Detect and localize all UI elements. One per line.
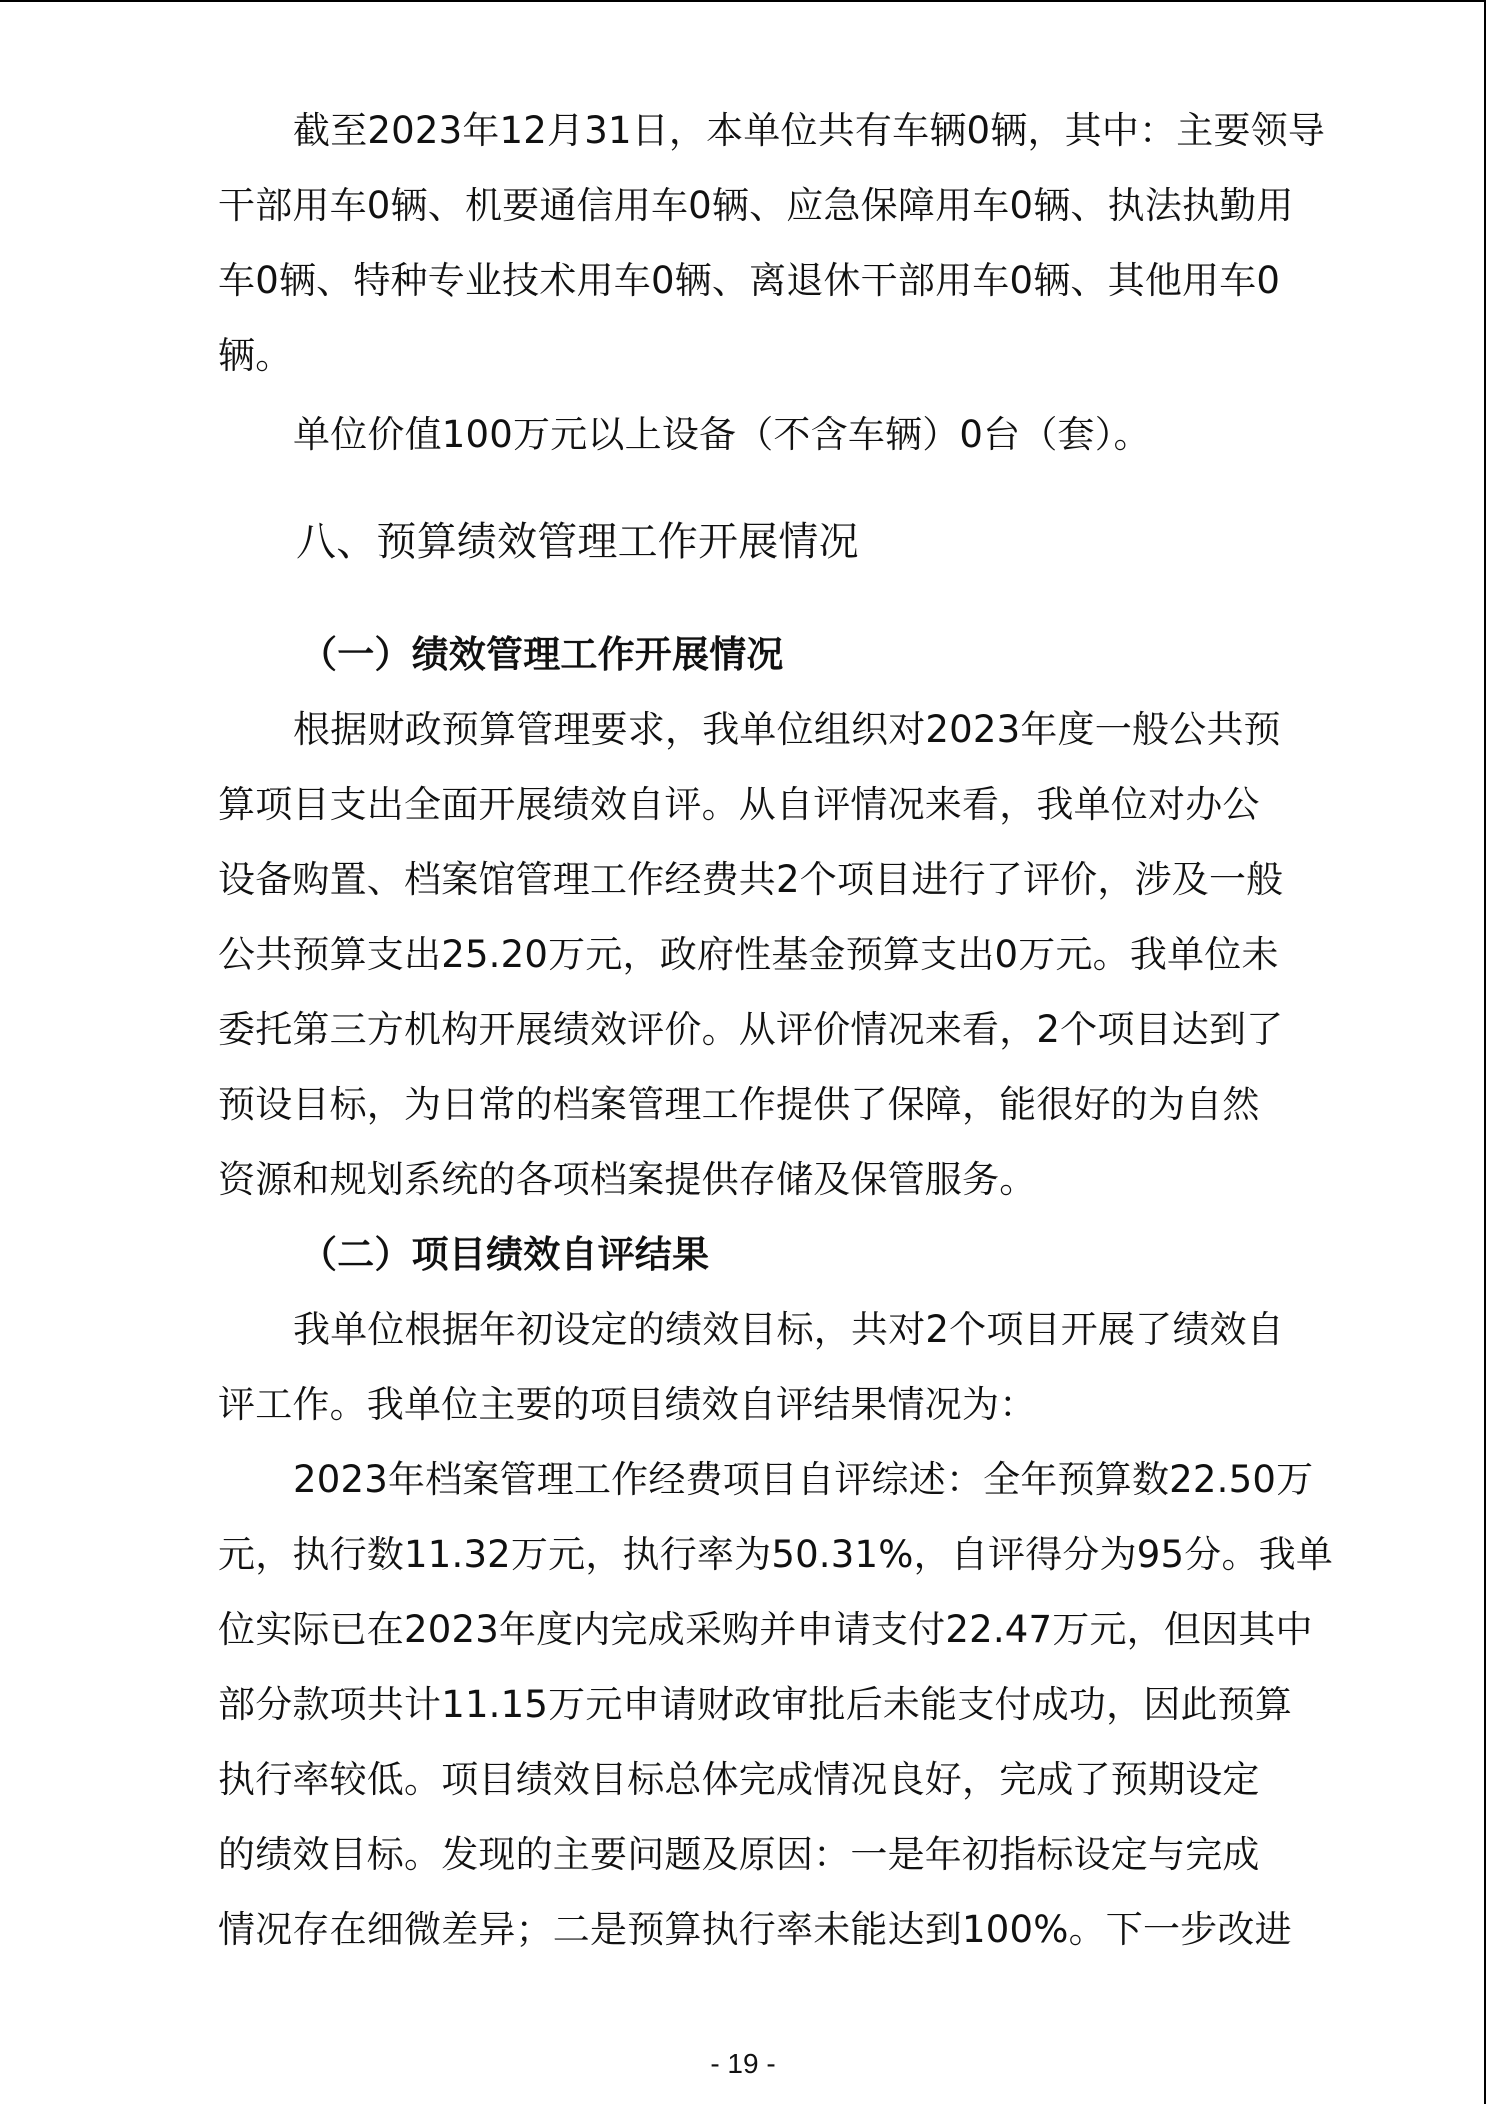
paragraph-vehicles-line-1: 截至2023年12月31日，本单位共有车辆0辆，其中：主要领导	[293, 109, 1326, 152]
paragraph-equipment: 单位价值100万元以上设备（不含车辆）0台（套）。	[293, 413, 1151, 456]
paragraph-archive-line-7: 情况存在细微差异；二是预算执行率未能达到100%。下一步改进	[218, 1908, 1292, 1951]
paragraph-results-line-2: 评工作。我单位主要的项目绩效自评结果情况为：	[218, 1383, 1037, 1426]
paragraph-evaluation-line-7: 资源和规划系统的各项档案提供存储及保管服务。	[218, 1158, 1037, 1201]
subheading-2: （二）项目绩效自评结果	[300, 1233, 710, 1276]
paragraph-vehicles-line-4: 辆。	[218, 334, 293, 377]
page-number: - 19 -	[710, 2048, 776, 2079]
paragraph-evaluation-line-1: 根据财政预算管理要求，我单位组织对2023年度一般公共预	[293, 708, 1281, 751]
paragraph-evaluation-line-3: 设备购置、档案馆管理工作经费共2个项目进行了评价，涉及一般	[218, 858, 1284, 901]
paragraph-evaluation-line-5: 委托第三方机构开展绩效评价。从评价情况来看，2个项目达到了	[218, 1008, 1284, 1051]
paragraph-evaluation-line-6: 预设目标，为日常的档案管理工作提供了保障，能很好的为自然	[218, 1083, 1260, 1126]
paragraph-results-line-1: 我单位根据年初设定的绩效目标，共对2个项目开展了绩效自	[293, 1308, 1284, 1351]
paragraph-archive-line-3: 位实际已在2023年度内完成采购并申请支付22.47万元，但因其中	[218, 1608, 1313, 1651]
paragraph-vehicles-line-2: 干部用车0辆、机要通信用车0辆、应急保障用车0辆、执法执勤用	[218, 184, 1294, 227]
paragraph-archive-line-6: 的绩效目标。发现的主要问题及原因：一是年初指标设定与完成	[218, 1833, 1260, 1876]
paragraph-evaluation-line-4: 公共预算支出25.20万元，政府性基金预算支出0万元。我单位未	[218, 933, 1279, 976]
section-heading-8: 八、预算绩效管理工作开展情况	[296, 519, 859, 565]
paragraph-vehicles-line-3: 车0辆、特种专业技术用车0辆、离退休干部用车0辆、其他用车0	[218, 259, 1281, 302]
paragraph-evaluation-line-2: 算项目支出全面开展绩效自评。从自评情况来看，我单位对办公	[218, 783, 1260, 826]
subheading-1: （一）绩效管理工作开展情况	[300, 633, 784, 676]
paragraph-archive-line-5: 执行率较低。项目绩效目标总体完成情况良好，完成了预期设定	[218, 1758, 1260, 1801]
paragraph-archive-line-2: 元，执行数11.32万元，执行率为50.31%，自评得分为95分。我单	[218, 1533, 1334, 1576]
paragraph-archive-line-1: 2023年档案管理工作经费项目自评综述：全年预算数22.50万	[293, 1458, 1314, 1501]
paragraph-archive-line-4: 部分款项共计11.15万元申请财政审批后未能支付成功，因此预算	[218, 1683, 1293, 1726]
